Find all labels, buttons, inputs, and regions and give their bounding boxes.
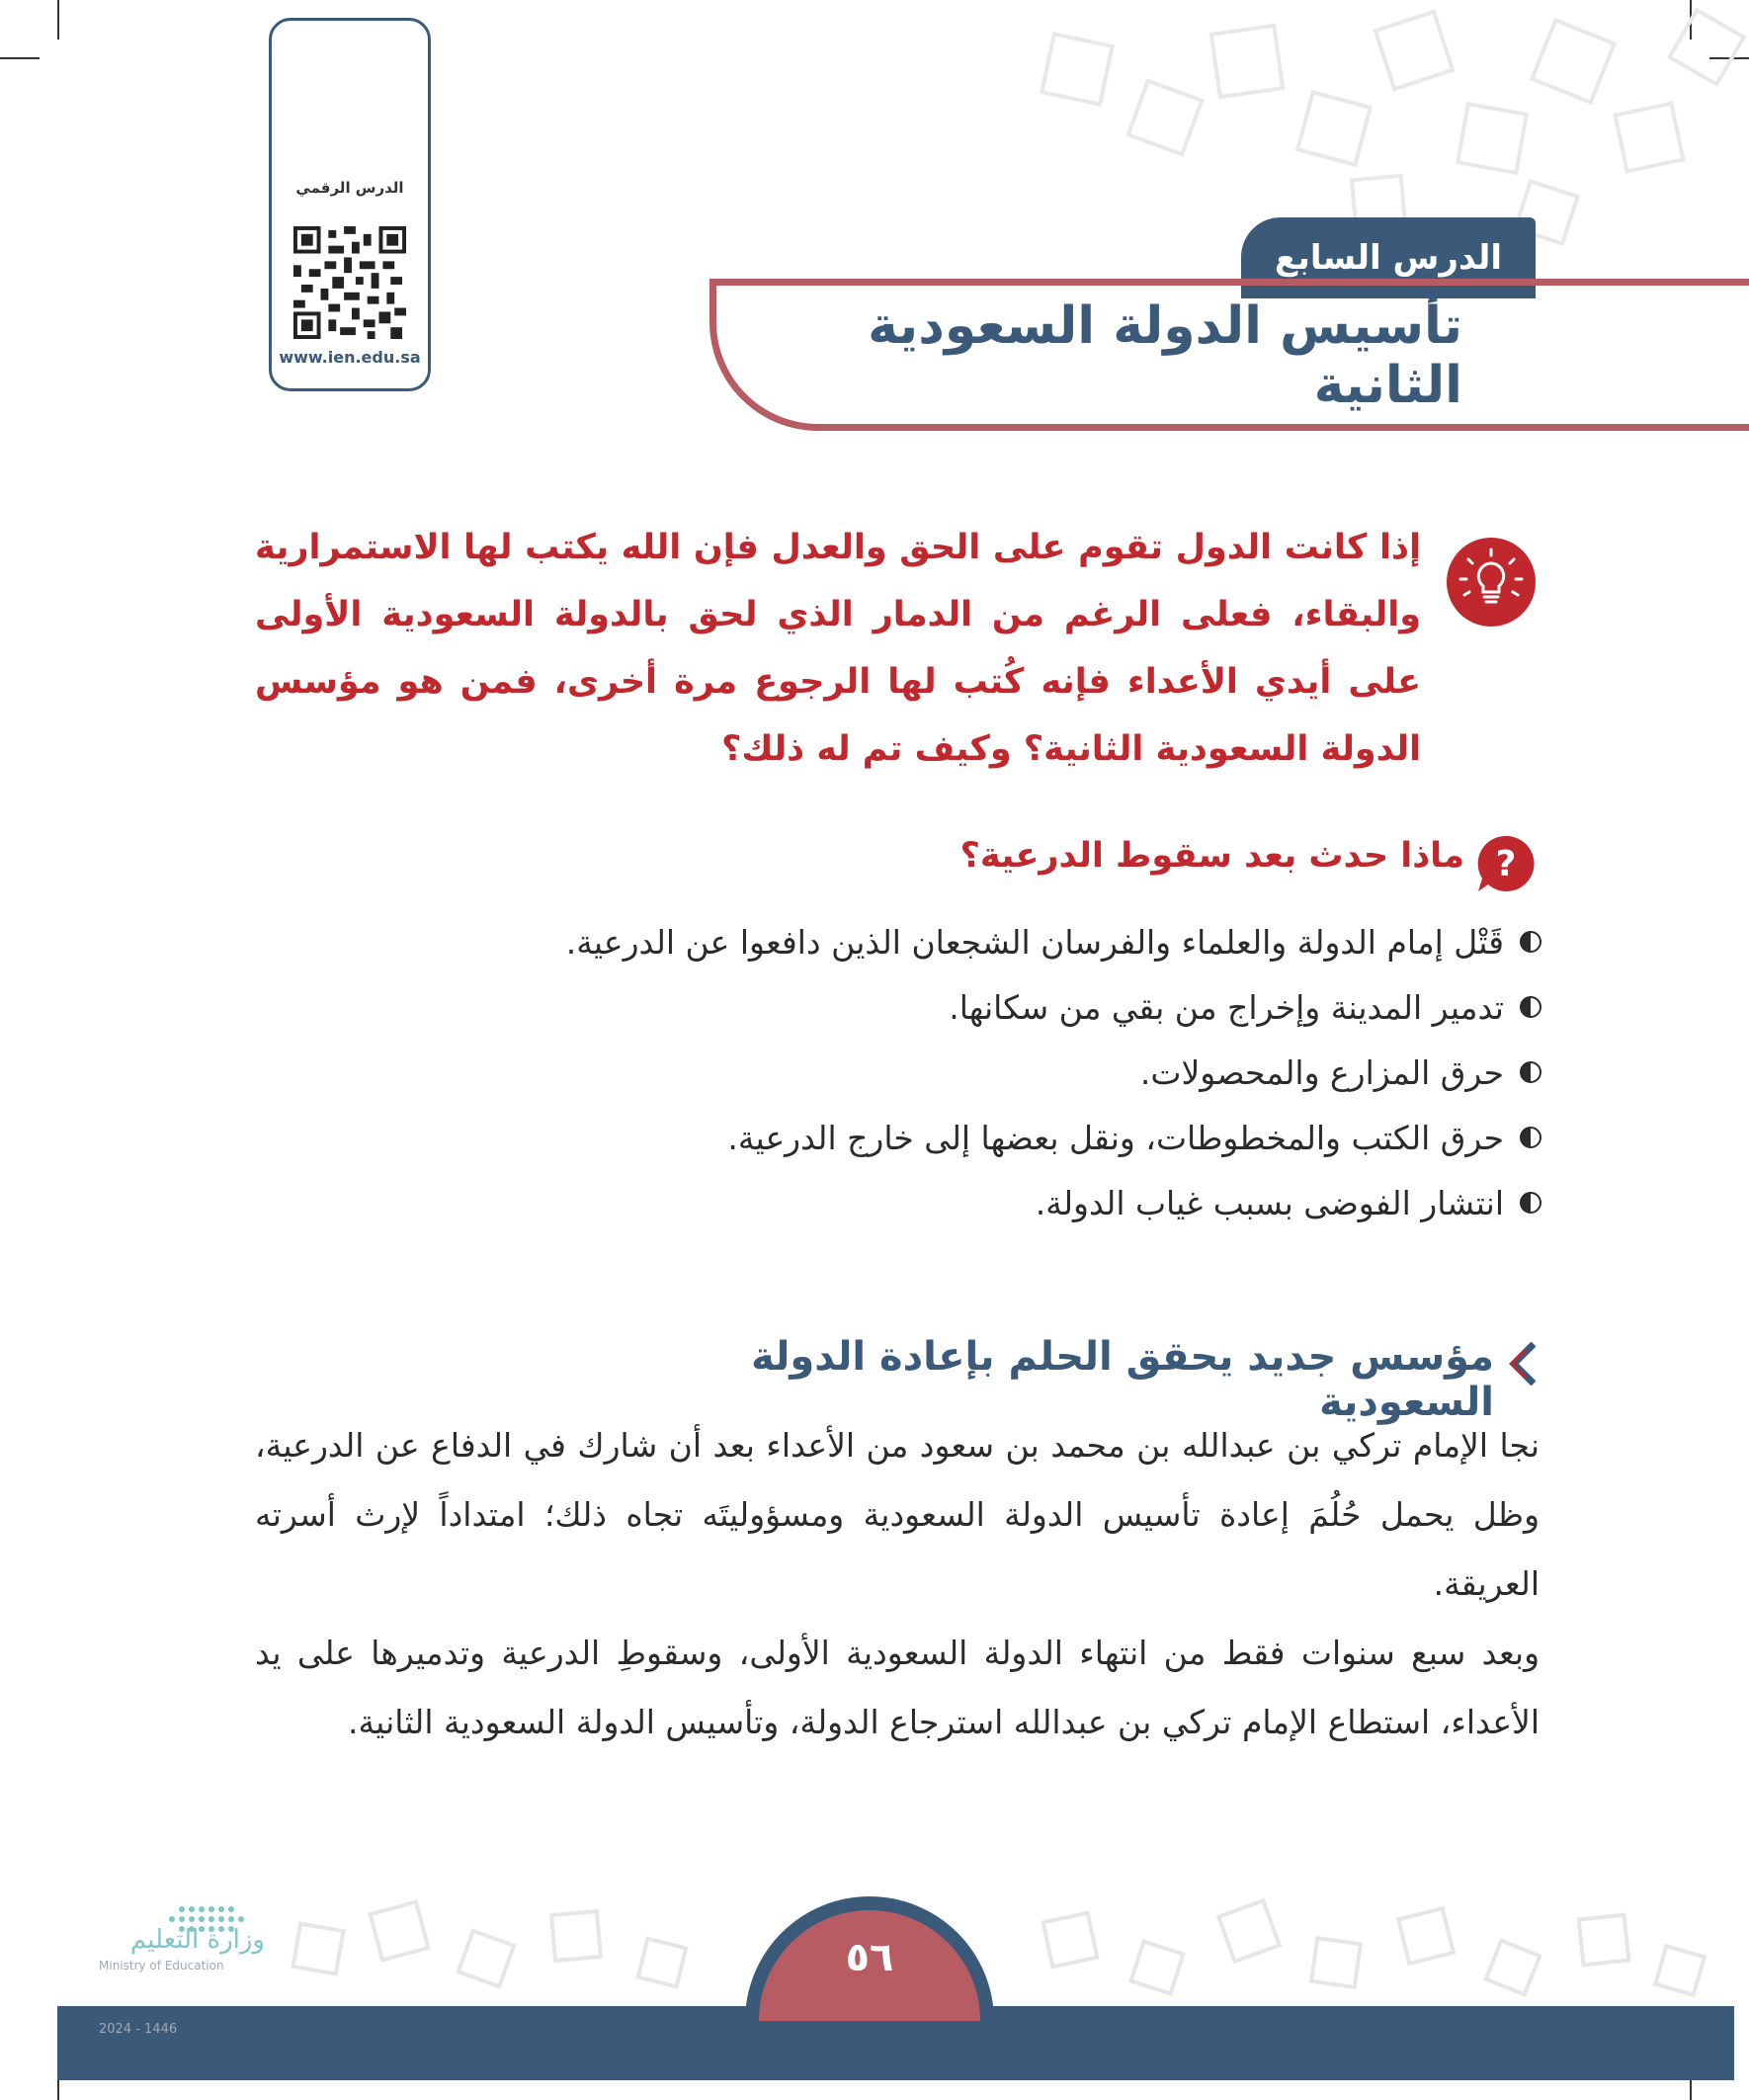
intro-paragraph: إذا كانت الدول تقوم على الحق والعدل فإن الله يكتب لها الاستمرارية والبقاء، فعلى الرغم من الدمار الذي لحق بالدولة السعودية الأولى على أيدي الأعداء فإنه كُتب لها الرجوع مرة أخرى، فمن هو مؤسس الدولة السعودية الثانية؟ وكيف تم له ذلك؟ [255, 528, 1421, 769]
list-item [494, 1105, 1541, 1170]
list-item [494, 1040, 1541, 1105]
crop-mark [57, 0, 59, 40]
lesson-title: تأسيس الدولة السعودية الثانية [868, 296, 1462, 415]
chevron-icon [1504, 1342, 1540, 1386]
qr-code-icon[interactable] [293, 226, 406, 339]
list-item [494, 909, 1541, 974]
events-list [494, 909, 1541, 1235]
paragraph: نجا الإمام تركي بن عبدالله بن محمد بن سعود من الأعداء بعد أن شارك في الدفاع عن الدرعية، وظل يحمل حُلُمَ إعادة تأسيس الدولة السعودية ومسؤوليتَه تجاه ذلك؛ امتداداً لإرث أسرته العريقة. [255, 1426, 1540, 1603]
list-item-text: قَتْل إمام الدولة والعلماء والفرسان الشجعان الذين دافعوا عن الدرعية. [565, 922, 1504, 962]
decorative-pattern [277, 1878, 1719, 2006]
bullet-icon [1520, 931, 1541, 953]
svg-text:?: ? [1495, 844, 1517, 884]
section-two-heading: مؤسس جديد يحقق الحلم بإعادة الدولة السعودية [751, 1334, 1494, 1425]
bullet-icon [1520, 996, 1541, 1018]
ministry-name-en: Ministry of Education [99, 1959, 224, 1973]
question-icon [1476, 834, 1536, 893]
qr-label: الدرس الرقمي [295, 179, 404, 197]
qr-url[interactable]: www.ien.edu.sa [279, 348, 421, 367]
section-two-body [255, 1411, 1540, 1757]
bullet-icon [1520, 1061, 1541, 1083]
list-item [494, 1170, 1541, 1235]
list-item [494, 974, 1541, 1040]
edition-year: 2024 - 1446 [99, 2022, 178, 2037]
crop-mark [1690, 2080, 1692, 2100]
ministry-name-ar: وزارة التعليم [129, 1925, 265, 1955]
list-item-text: حرق المزارع والمحصولات. [1139, 1052, 1504, 1092]
page-number: ٥٦ [845, 1935, 894, 1980]
bullet-icon [1520, 1192, 1541, 1214]
list-item-text: حرق الكتب والمخطوطات، ونقل بعضها إلى خارج الدرعية. [727, 1118, 1504, 1157]
paragraph: وبعد سبع سنوات فقط من انتهاء الدولة السعودية الأولى، وسقوطِ الدرعية وتدميرها على يد الأعداء، استطاع الإمام تركي بن عبدالله استرجاع الدولة، وتأسيس الدولة السعودية الثانية. [255, 1634, 1540, 1741]
crop-mark [57, 2080, 59, 2100]
bullet-icon [1520, 1127, 1541, 1148]
crop-mark [0, 57, 40, 59]
section-one-heading: ماذا حدث بعد سقوط الدرعية؟ [959, 836, 1464, 876]
digital-lesson-qr-box[interactable] [269, 18, 431, 391]
list-item-text: تدمير المدينة وإخراج من بقي من سكانها. [949, 987, 1504, 1027]
lesson-number-tab: الدرس السابع [1241, 217, 1536, 298]
list-item-text: انتشار الفوضى بسبب غياب الدولة. [1035, 1183, 1504, 1222]
lightbulb-icon [1445, 536, 1538, 629]
